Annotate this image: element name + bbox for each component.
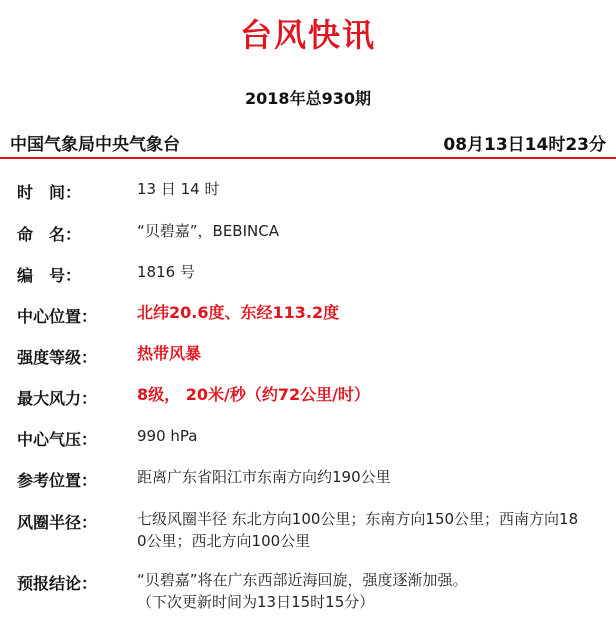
row-label: 预报结论： [17,574,98,593]
row-value-line: “贝碧嘉”将在广东西部近海回旋，强度逐渐加强。 [137,571,468,589]
row-value: 北纬20.6度、东经113.2度 [137,303,340,322]
issue-datetime: 08月13日14时23分 [443,135,606,155]
row-label: 参考位置： [17,471,98,490]
bulletin-header [10,130,606,155]
header-divider [0,157,616,159]
row-value-line: （下次更新时间为13日15时15分） [137,593,375,611]
row-value: 13 日 14 时 [137,180,220,198]
row-value [137,569,605,613]
row-value: 990 hPa [137,427,198,445]
row-label: 风圈半径： [17,513,98,532]
issue-number: 2018年总930期 [245,89,371,108]
row-label: 时 间： [17,183,82,202]
row-value-line: 七级风圈半径 东北方向100公里；东南方向150公里；西南方向18 [137,510,579,528]
agency-name: 中国气象局中央气象台 [10,135,180,155]
row-label: 命 名： [17,225,82,244]
row-value: 距离广东省阳江市东南方向约190公里 [137,468,391,486]
row-label: 中心气压： [17,430,98,449]
row-value: 热带风暴 [137,344,202,363]
row-value: 1816 号 [137,263,195,281]
bulletin-title: 台风快讯 [239,16,376,54]
row-label: 中心位置： [17,307,98,326]
row-label: 强度等级： [17,348,98,367]
row-label: 编 号： [17,266,82,285]
row-value: “贝碧嘉”，BEBINCA [137,222,279,240]
row-value [137,508,605,552]
row-value-line: 0公里；西北方向100公里 [137,532,311,550]
row-value: 8级， 20米/秒（约72公里/时） [137,385,370,404]
row-label: 最大风力： [17,389,98,408]
